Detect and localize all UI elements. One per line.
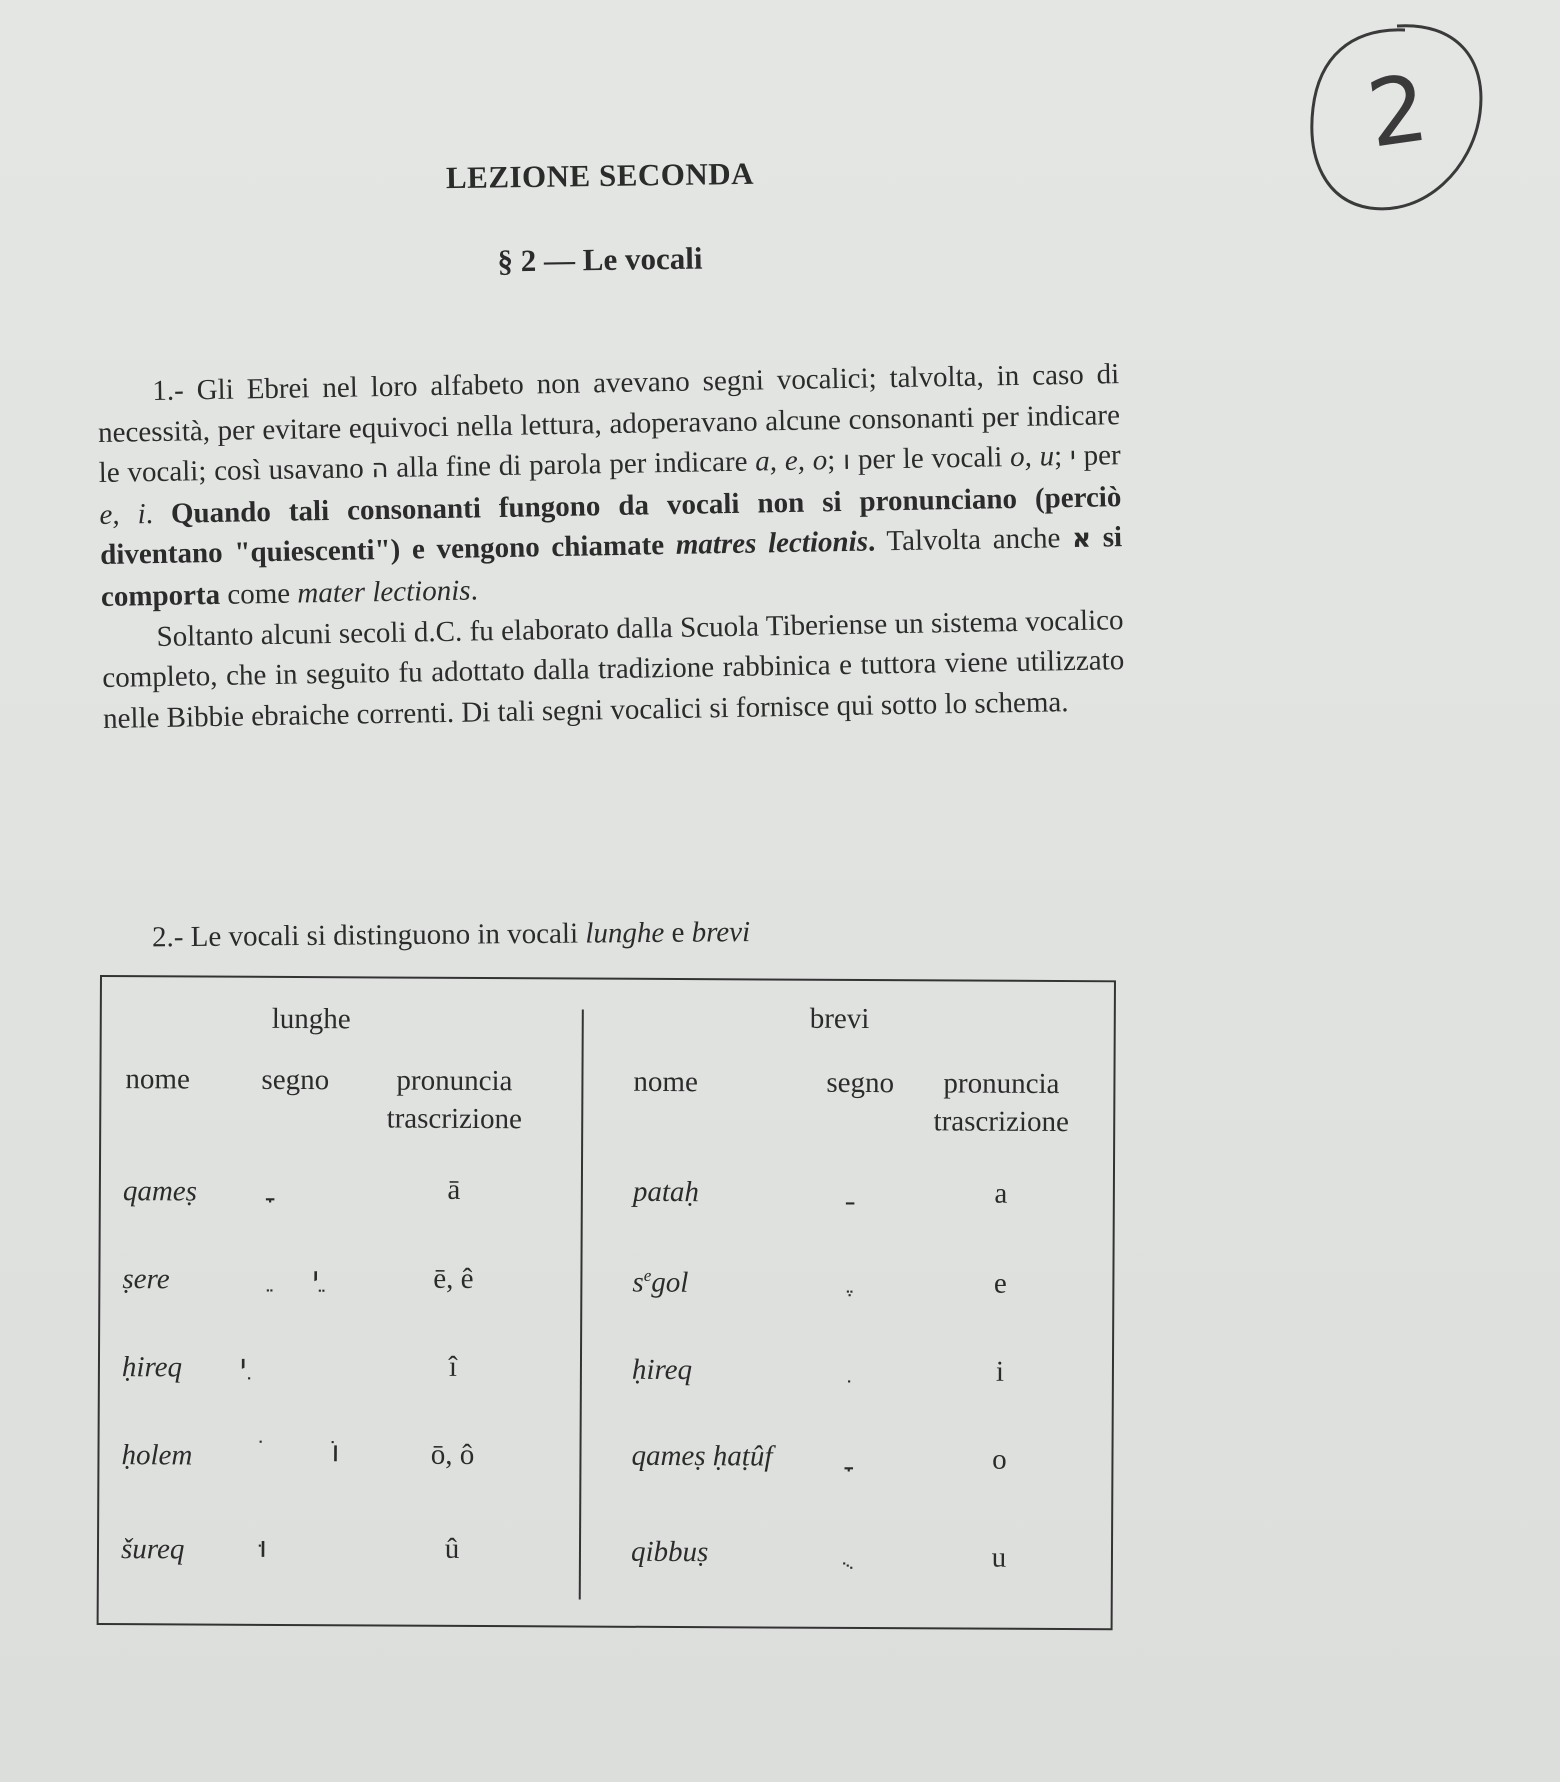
- text-span: e: [664, 916, 692, 949]
- short-row-value: o: [992, 1443, 1007, 1476]
- long-col-trascrizione: trascrizione: [386, 1102, 522, 1136]
- text-span: alla fine di parola per indicare: [388, 445, 756, 485]
- vowel-sign: וּ: [258, 1529, 268, 1564]
- text-span: s: [632, 1266, 644, 1299]
- section-title: § 2 — Le vocali: [497, 240, 703, 279]
- long-row-value: û: [444, 1532, 460, 1565]
- short-row-value: u: [991, 1541, 1007, 1574]
- text-span: gol: [651, 1266, 689, 1299]
- bold-text: .: [867, 525, 876, 558]
- term-mater-lectionis: mater lectionis: [297, 574, 471, 610]
- long-row-name: šureq: [120, 1533, 185, 1566]
- column-divider: [579, 1010, 584, 1600]
- short-col-nome: nome: [633, 1065, 698, 1099]
- short-row-name: qibbuṣ: [630, 1535, 709, 1569]
- text-span: 1.- Gli Ebrei nel loro alfabeto non avevano segni vocalici; talvolta, in caso di necessità, per evitare equivoci nella lettura, adoperavano alcune consonanti per indicare le vocali; così usavano: [97, 358, 1121, 490]
- text-span: per le vocali: [849, 441, 1011, 477]
- superscript: e: [643, 1265, 652, 1285]
- long-row-name: qameṣ: [122, 1175, 198, 1208]
- text-span: .: [470, 574, 479, 607]
- text-span: Talvolta anche: [874, 522, 1073, 558]
- bold-text: si comporta: [100, 521, 1123, 613]
- page-title: LEZIONE SECONDA: [445, 155, 755, 196]
- vowels-ei: e, i: [99, 497, 146, 531]
- vowels-ou: o, u: [1009, 440, 1055, 474]
- paragraph-1: [97, 354, 1123, 617]
- long-vowels-header: lunghe: [271, 1002, 351, 1036]
- long-col-pronuncia: pronuncia: [396, 1064, 513, 1098]
- short-row-value: a: [994, 1177, 1008, 1210]
- vowel-table: [97, 975, 1116, 1630]
- short-col-trascrizione: trascrizione: [933, 1105, 1069, 1139]
- short-vowels-header: brevi: [809, 1002, 870, 1036]
- term-lunghe: lunghe: [585, 916, 665, 950]
- short-col-pronuncia: pronuncia: [943, 1067, 1060, 1101]
- vowel-sign: ִי: [239, 1347, 247, 1382]
- long-col-nome: nome: [125, 1063, 190, 1096]
- vowel-sign-alt: ֵי: [312, 1260, 320, 1295]
- term-brevi: brevi: [691, 916, 751, 949]
- text-span: .: [145, 497, 172, 530]
- long-row-value: ā: [447, 1173, 461, 1206]
- section-2-heading: [152, 915, 912, 955]
- long-row-value: î: [448, 1350, 458, 1383]
- body-text: [97, 354, 1125, 739]
- text-span: ;: [1053, 440, 1071, 473]
- text-span: come: [219, 577, 298, 611]
- text-span: per: [1075, 439, 1121, 473]
- short-row-name: pataḥ: [632, 1175, 700, 1209]
- paragraph-2: Soltanto alcuni secoli d.C. fu elaborato dalla Scuola Tiberiense un sistema vocalico completo, che in seguito fu adottato dalla tradizione rabbinica e tuttora viene utilizzato nelle Bibbie ebraiche correnti. Di tali segni vocalici si fornisce qui sotto lo schema.: [102, 603, 1125, 735]
- long-row-name: ṣere: [122, 1263, 170, 1296]
- long-row-name: ḥireq: [121, 1351, 183, 1384]
- short-row-value: e: [993, 1267, 1007, 1300]
- long-col-segno: segno: [261, 1063, 330, 1097]
- hebrew-letter-waw: ו: [842, 446, 851, 477]
- text-span: ;: [826, 444, 844, 477]
- text-span: 2.- Le vocali si distinguono in vocali: [151, 917, 586, 954]
- bold-text: Quando tali consonanti fungono da vocali non si pronunciano (perciò diventano "quiescenti") e vengono chiamate: [99, 480, 1122, 572]
- hebrew-letter-yod: י: [1069, 442, 1077, 473]
- short-row-name: qameṣ ḥaṭûf: [631, 1439, 773, 1473]
- vowel-sign-alt: וֹ: [331, 1434, 340, 1469]
- long-row-value: ē, ê: [433, 1262, 474, 1295]
- term-matres-lectionis: matres lectionis: [675, 525, 869, 562]
- hebrew-letter-he: ה: [371, 454, 389, 485]
- short-col-segno: segno: [826, 1066, 895, 1100]
- short-row-value: i: [995, 1355, 1005, 1388]
- long-row-value: ō, ô: [430, 1438, 475, 1471]
- long-row-name: ḥolem: [121, 1439, 193, 1472]
- vowels-aeo: a, e, o: [754, 444, 828, 478]
- short-row-name: [632, 1266, 688, 1300]
- hebrew-letter-alef: א: [1071, 524, 1092, 555]
- short-row-name: ḥireq: [631, 1353, 693, 1387]
- page-number-digit: 2: [1361, 54, 1434, 169]
- handwritten-page-number: [1305, 18, 1490, 218]
